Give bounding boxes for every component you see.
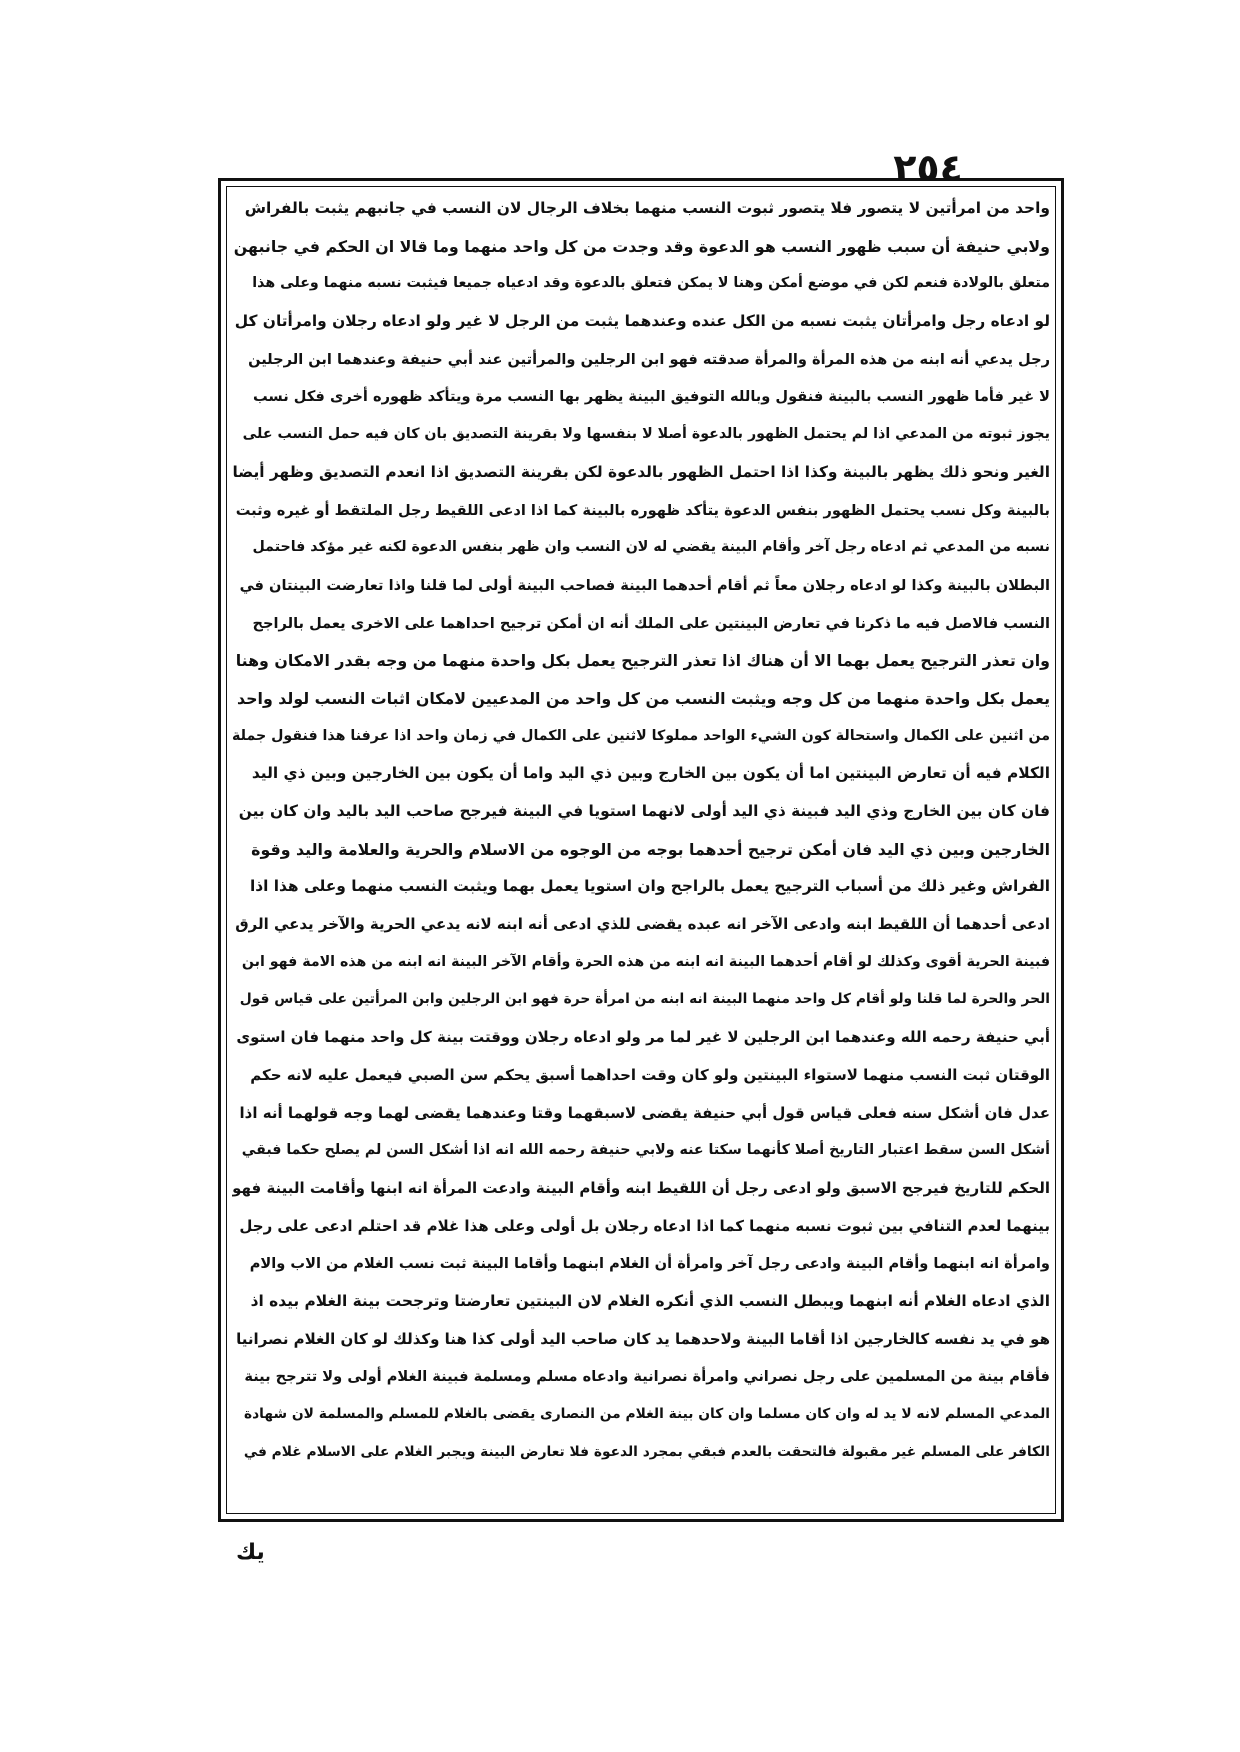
text-line: وامرأة انه ابنهما وأقام البينة وادعى رجل آخر وامرأة أن الغلام ابنهما وأقاما البينة ثبت نسب الغلام من الاب والام	[249, 1255, 1050, 1273]
text-line: الغير ونحو ذلك يظهر بالبينة وكذا اذا احتمل الظهور بالدعوة لكن بقرينة التصديق اذا انعدم التصديق وظهر أيضا	[232, 462, 1050, 481]
text-line: وان تعذر الترجيح يعمل بهما الا أن هناك اذا تعذر الترجيح يعمل بكل واحدة منهما من وجه بقدر الامكان وهنا	[235, 651, 1050, 671]
text-line: النسب فالاصل فيه ما ذكرنا في تعارض البينتين على الملك أنه ان أمكن ترجيح احداهما على الاخرى يعمل بالراجح	[252, 614, 1050, 632]
text-line: نسبه من المدعي ثم ادعاه رجل آخر وأقام البينة يقضي له لان النسب وان ظهر بنفس الدعوة لكنه غير مؤكد فاحتمل	[252, 539, 1050, 556]
text-line: متعلق بالولادة فنعم لكن في موضع أمكن وهنا لا يمكن فتعلق بالدعوة وقد ادعياه جميعا فيثبت نسبه منهما وعلى هذا	[252, 275, 1050, 292]
text-line: رجل يدعي أنه ابنه من هذه المرأة والمرأة صدقته فهو ابن الرجلين والمرأتين عند أبي حنيفة وعندهما ابن الرجلين	[248, 350, 1050, 368]
text-line: أبي حنيفة رحمه الله وعندهما ابن الرجلين لا غير لما مر ولو ادعاه رجلان ووقتت بينة كل واحد منهما فان استوى	[236, 1028, 1050, 1047]
text-line: الكافر على المسلم غير مقبولة فالتحقت بالعدم فبقي بمجرد الدعوة فلا تعارض البينة ويجبر الغلام على الاسلام غلام في	[243, 1443, 1050, 1460]
text-line: الذي ادعاه الغلام أنه ابنهما ويبطل النسب الذي أنكره الغلام لان البينتين تعارضتا وترجحت بينة الغلام بيده اذ	[250, 1291, 1050, 1310]
text-line	[232, 1471, 1050, 1509]
text-line: من اثنين على الكمال واستحالة كون الشيء الواحد مملوكا لاثنين على الكمال في زمان واحد اذا عرفنا هذا فنقول جملة	[232, 727, 1050, 744]
text-line: هو في يد نفسه كالخارجين اذا أقاما البينة ولاحدهما يد كان صاحب اليد أولى كذا هنا وكذلك لو كان الغلام نصرانيا	[236, 1329, 1050, 1348]
text-line: الوقتان ثبت النسب منهما لاستواء البينتين ولو كان وقت احداهما أسبق يحكم سن الصبي فيعمل عليه لانه حكم	[250, 1065, 1050, 1084]
text-line: بينهما لعدم التنافي بين ثبوت نسبه منهما كما اذا ادعاه رجلان بل أولى وعلى هذا غلام قد احتلم ادعى على رجل	[239, 1216, 1050, 1235]
text-line: الخارجين وبين ذي اليد فان أمكن ترجيح أحدهما بوجه من الوجوه من الاسلام والحرية والعلامة واليد وقوة	[251, 839, 1050, 859]
text-line: فأقام بينة من المسلمين على رجل نصراني وامرأة نصرانية وادعاه مسلم ومسلمة فبينة الغلام أولى ولا تترجح بينة	[244, 1368, 1050, 1386]
text-line: يجوز ثبوته من المدعي اذا لم يحتمل الظهور بالدعوة أصلا لا بنفسها ولا بقرينة التصديق بان كان فيه حمل النسب على	[242, 426, 1050, 443]
text-line: الحر والحرة لما قلنا ولو أقام كل واحد منهما البينة انه ابنه من امرأة حرة فهو ابن الرجلين وابن المرأتين على قياس قول	[239, 991, 1050, 1008]
text-line: ادعى أحدهما أن اللقيط ابنه وادعى الآخر انه عبده يقضى للذي ادعى أنه ابنه لانه يدعي الحرية والآخر يدعي الرق	[235, 915, 1050, 934]
text-line: البطلان بالبينة وكذا لو ادعاه رجلان معاً ثم أقام أحدهما البينة فصاحب البينة أولى لما قلنا واذا تعارضت البينتان في	[239, 576, 1050, 594]
text-line: أشكل السن سقط اعتبار التاريخ أصلا كأنهما سكتا عنه ولابي حنيفة رحمه الله انه اذا أشكل السن لم يصلح حكما فبقي	[241, 1142, 1050, 1159]
text-line: لو ادعاه رجل وامرأتان يثبت نسبه من الكل عنده وعندهما يثبت من الرجل لا غير ولو ادعاه رجلان وامرأتان كل	[234, 312, 1050, 331]
text-line: عدل فان أشكل سنه فعلى قياس قول أبي حنيفة يقضى لاسبقهما وقتا وعندهما يقضى لهما وجه قولهما أنه اذا	[239, 1103, 1050, 1122]
arabic-text-body	[232, 190, 1050, 1510]
text-line: فبينة الحرية أقوى وكذلك لو أقام أحدهما البينة انه ابنه من هذه الحرة وأقام الآخر البينة انه ابنه من هذه الامة فهو ابن	[241, 953, 1050, 970]
text-line: المدعي المسلم لانه لا يد له وان كان مسلما وان كان بينة الغلام من النصارى يقضى بالغلام للمسلم والمسلمة لان شهادة	[243, 1406, 1050, 1422]
text-line: الفراش وغير ذلك من أسباب الترجيح يعمل بالراجح وان استويا يعمل بهما ويثبت النسب منهما وعلى هذا اذا	[249, 877, 1050, 896]
text-line: لا غير فأما ظهور النسب بالبينة فنقول وبالله التوفيق البينة يظهر بها النسب مرة ويتأكد ظهوره أخرى فكل نسب	[252, 388, 1050, 406]
text-line: بالبينة وكل نسب يحتمل الظهور بنفس الدعوة يتأكد ظهوره بالبينة كما اذا ادعى اللقيط رجل الملتقط أو غيره وثبت	[235, 501, 1050, 519]
signature-mark: يك	[236, 1540, 265, 1565]
text-line: يعمل بكل واحدة منهما من كل وجه ويثبت النسب من كل واحد من المدعيين لامكان اثبات النسب لولد واحد	[237, 688, 1050, 708]
text-line: واحد من امرأتين لا يتصور فلا يتصور ثبوت النسب منهما بخلاف الرجال لان النسب في جانبهم يثبت بالفراش	[244, 199, 1050, 217]
text-line: فان كان بين الخارج وذي اليد فبينة ذي اليد أولى لانهما استويا في البينة فيرجح صاحب اليد باليد وان كان بين	[238, 802, 1050, 820]
text-line: الكلام فيه أن تعارض البينتين اما أن يكون بين الخارج وبين ذي اليد واما أن يكون بين الخارجين وبين ذي اليد	[251, 764, 1050, 783]
text-line: ولابي حنيفة أن سبب ظهور النسب هو الدعوة وقد وجدت من كل واحد منهما وما قالا ان الحكم في جانبهن	[233, 236, 1050, 256]
page-number: ٢٥٤	[893, 146, 963, 190]
text-line: الحكم للتاريخ فيرجح الاسبق ولو ادعى رجل أن اللقيط ابنه وأقام البينة وادعت المرأة انه ابنها وأقامت البينة فهو	[232, 1178, 1050, 1197]
